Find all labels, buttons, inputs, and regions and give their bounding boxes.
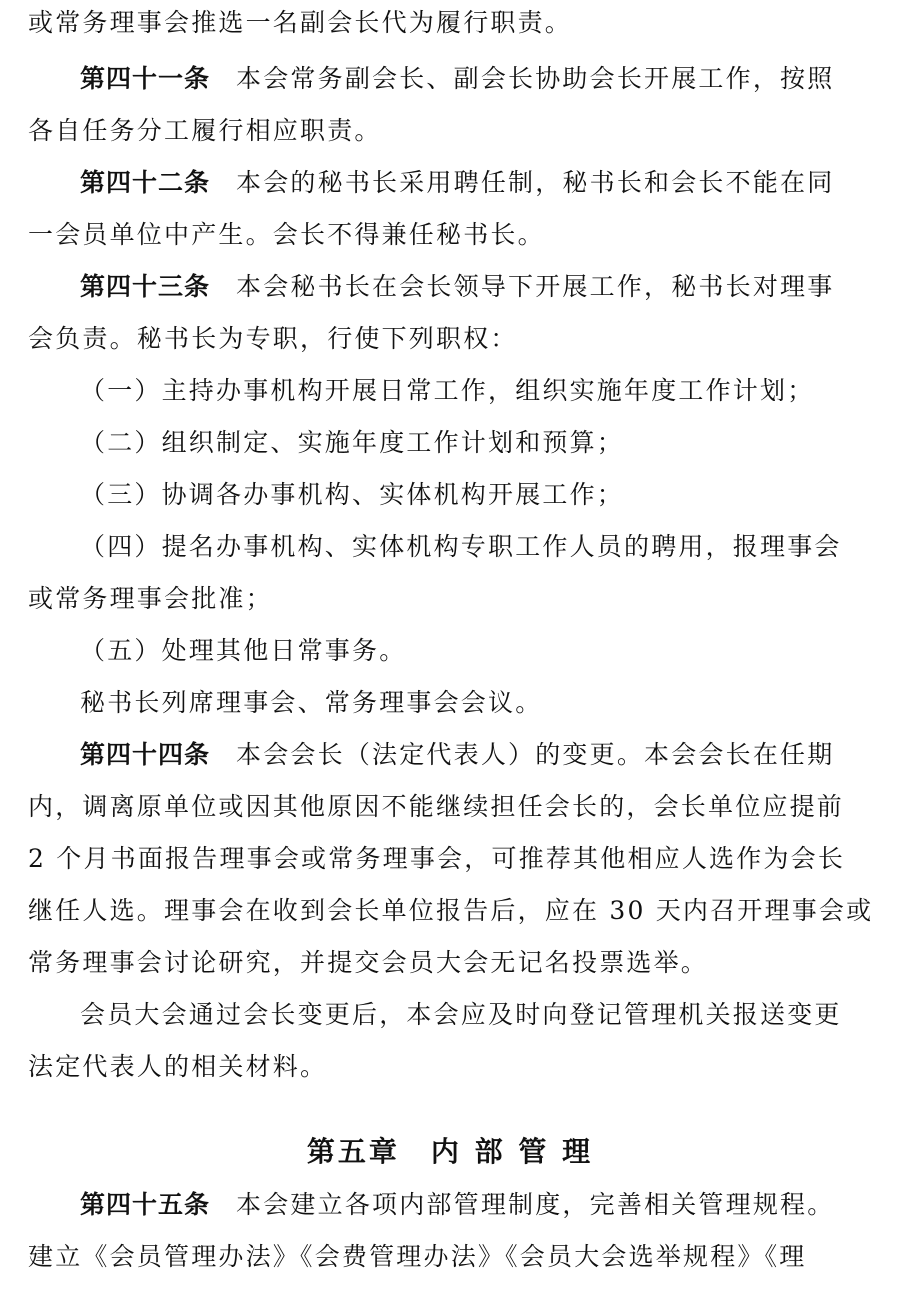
- text-line: [28, 1050, 874, 1084]
- text-line: [28, 1240, 874, 1274]
- line-text: 常务理事会讨论研究，并提交会员大会无记名投票选举。: [28, 948, 709, 977]
- line-text: 法定代表人的相关材料。: [28, 1052, 328, 1081]
- text-line: [28, 218, 874, 252]
- line-text: 会负责。秘书长为专职，行使下列职权：: [28, 324, 518, 353]
- line-text: 本会会长（法定代表人）的变更。本会会长在任期: [236, 740, 835, 769]
- text-line: [28, 322, 874, 356]
- list-item-3: [80, 478, 874, 512]
- article-number: 第四十二条: [80, 168, 211, 197]
- article-43: [80, 270, 874, 304]
- line-text: 建立《会员管理办法》《会费管理办法》《会员大会选举规程》《理: [28, 1242, 807, 1271]
- line-text: （一）主持办事机构开展日常工作，组织实施年度工作计划；: [80, 376, 815, 405]
- text-line: [28, 114, 874, 148]
- chapter-title: 第五章 内 部 管 理: [306, 1135, 594, 1168]
- line-text: 本会常务副会长、副会长协助会长开展工作，按照: [236, 64, 835, 93]
- line-text: 各自任务分工履行相应职责。: [28, 116, 382, 145]
- list-item-5: [80, 634, 874, 668]
- line-text: 或常务理事会推选一名副会长代为履行职责。: [28, 8, 573, 37]
- line-text: 或常务理事会批准；: [28, 584, 273, 613]
- text-line: [28, 6, 874, 40]
- article-number: 第四十四条: [80, 740, 211, 769]
- list-item-4: [80, 530, 874, 564]
- line-text: 本会的秘书长采用聘任制，秘书长和会长不能在同: [236, 168, 835, 197]
- line-text: 内，调离原单位或因其他原因不能继续担任会长的，会长单位应提前: [28, 792, 845, 821]
- article-41: [80, 62, 874, 96]
- text-line: [28, 842, 874, 876]
- line-text: （三）协调各办事机构、实体机构开展工作；: [80, 480, 625, 509]
- line-text: 会员大会通过会长变更后，本会应及时向登记管理机关报送变更: [80, 1000, 842, 1029]
- line-text: （五）处理其他日常事务。: [80, 636, 407, 665]
- line-text: （四）提名办事机构、实体机构专职工作人员的聘用，报理事会: [80, 532, 842, 561]
- line-text: 本会建立各项内部管理制度，完善相关管理规程。: [236, 1190, 835, 1219]
- line-text: 一会员单位中产生。会长不得兼任秘书长。: [28, 220, 545, 249]
- article-45: [80, 1188, 874, 1222]
- article-44: [80, 738, 874, 772]
- line-text: 2 个月书面报告理事会或常务理事会，可推荐其他相应人选作为会长: [28, 844, 846, 873]
- list-item-1: [80, 374, 874, 408]
- article-42: [80, 166, 874, 200]
- list-item-2: [80, 426, 874, 460]
- article-number: 第四十三条: [80, 272, 211, 301]
- article-number: 第四十一条: [80, 64, 211, 93]
- text-line: [28, 894, 874, 928]
- line-text: 继任人选。理事会在收到会长单位报告后，应在 30 天内召开理事会或: [28, 896, 874, 925]
- text-line: [28, 582, 874, 616]
- line-text: 秘书长列席理事会、常务理事会会议。: [80, 688, 543, 717]
- text-line: [80, 998, 874, 1032]
- line-text: 本会秘书长在会长领导下开展工作，秘书长对理事: [236, 272, 835, 301]
- text-line: [80, 686, 874, 720]
- text-line: [28, 946, 874, 980]
- line-text: （二）组织制定、实施年度工作计划和预算；: [80, 428, 625, 457]
- text-line: [28, 790, 874, 824]
- article-number: 第四十五条: [80, 1190, 211, 1219]
